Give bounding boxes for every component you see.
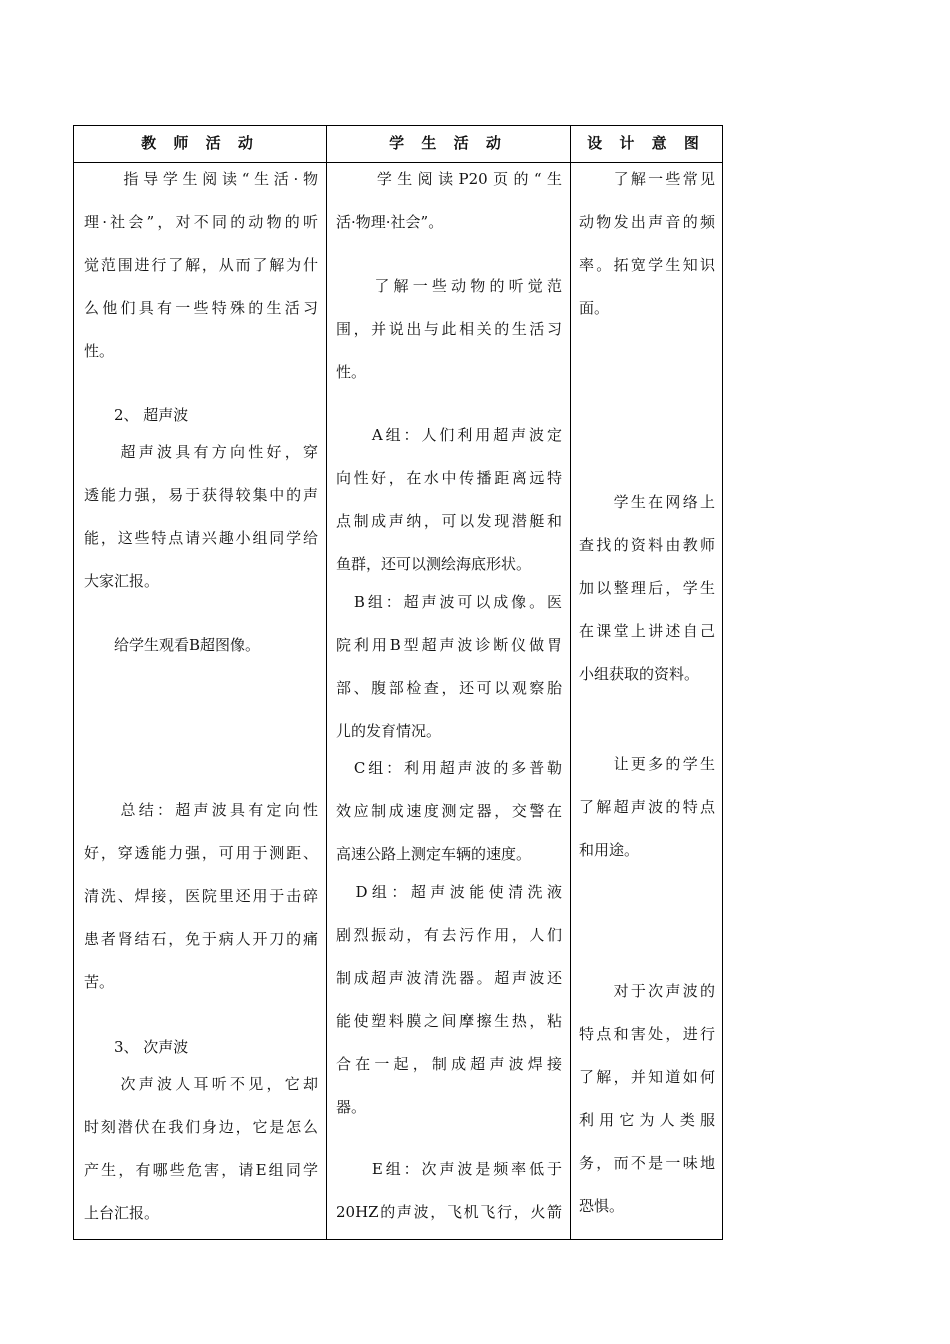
student-group-e: E组：次声波是频率低于 20HZ的声波，飞机飞行，火箭 [336,1160,562,1221]
student-paragraph-2: 了解一些动物的听觉范 围，并说出与此相关的生活习 性。 [336,277,562,381]
column-divider [570,126,571,1239]
student-group-a: A组：人们利用超声波定 向性好，在水中传播距离远特 点制成声纳，可以发现潜艇和 鱼群，还可以测绘海底形状。 [336,426,562,573]
teacher-paragraph-2: 超声波具有方向性好，穿 透能力强，易于获得较集中的声 能，这些特点请兴趣小组同学给 大家汇报。 [84,443,318,590]
header-student: 学 生 活 动 [389,134,507,152]
header-teacher: 教 师 活 动 [141,134,259,152]
teacher-paragraph-4: 总结：超声波具有定向性 好，穿透能力强，可用于测距、 清洗、焊接，医院里还用于击碎 患者肾结石，免于病人开刀的痛 苦。 [84,801,318,991]
teacher-paragraph-3: 给学生观看B超图像。 [84,636,261,654]
header-design: 设 计 意 图 [587,134,705,152]
lesson-table [73,125,723,1240]
teacher-heading-infrasound: 3、 次声波 [84,1038,189,1056]
student-group-c: C组：利用超声波的多普勒 效应制成速度测定器，交警在 高速公路上测定车辆的速度。 [336,759,562,863]
design-paragraph-4: 对于次声波的 特点和害处，进行 了解，并知道如何 利用它为人类服 务，而不是一味地 恐惧。 [579,982,715,1215]
teacher-paragraph-1: 指导学生阅读“生活·物 理·社会”，对不同的动物的听 觉范围进行了解，从而了解为什 么他们具有一些特殊的生活习 性。 [84,170,318,360]
student-group-d: D组：超声波能使清洗液 剧烈振动，有去污作用，人们 制成超声波清洗器。超声波还 能使塑料膜之间摩擦生热，粘 合在一起，制成超声波焊接 器。 [336,883,562,1116]
student-group-b: B组：超声波可以成像。医 院利用B型超声波诊断仪做胃 部、腹部检查，还可以观察胎 儿的发育情况。 [336,593,562,740]
student-paragraph-1: 学生阅读P20页的“生 活·物理·社会”。 [336,170,562,231]
design-paragraph-1: 了解一些常见 动物发出声音的频 率。拓宽学生知识 面。 [579,170,715,317]
design-paragraph-3: 让更多的学生 了解超声波的特点 和用途。 [579,755,715,859]
teacher-paragraph-5: 次声波人耳听不见，它却 时刻潜伏在我们身边，它是怎么 产生，有哪些危害，请E组同学 上台汇报。 [84,1075,318,1222]
column-divider [326,126,327,1239]
teacher-heading-ultrasound: 2、 超声波 [84,406,189,424]
design-paragraph-2: 学生在网络上 查找的资料由教师 加以整理后，学生 在课堂上讲述自己 小组获取的资料。 [579,493,715,683]
